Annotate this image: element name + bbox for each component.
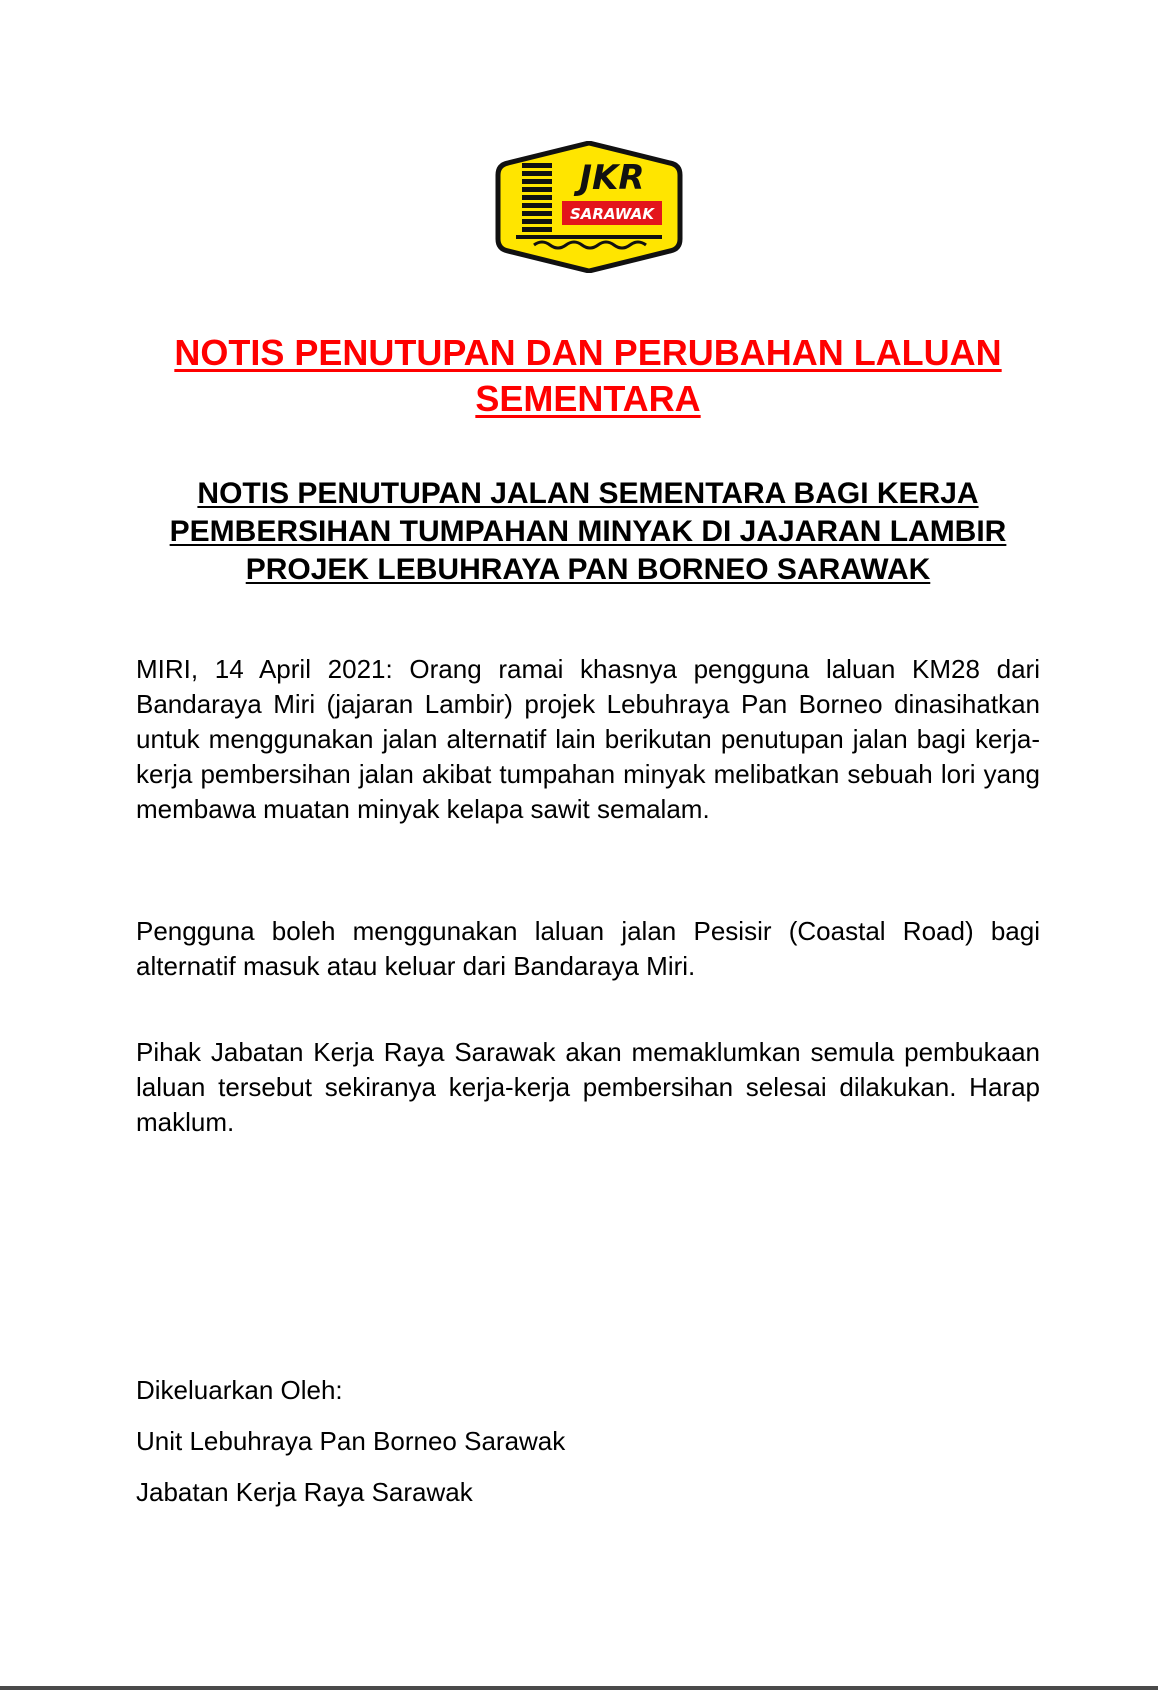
issued-by-label: Dikeluarkan Oleh:: [136, 1375, 343, 1405]
notice-subtitle: [60, 475, 1116, 589]
title-line-2: SEMENTARA: [475, 378, 701, 419]
body-paragraph-2: Pengguna boleh menggunakan laluan jalan Pesisir (Coastal Road) bagi alternatif masuk atau keluar dari Bandaraya Miri.: [136, 916, 1040, 981]
logo-text-jkr: JKR: [579, 158, 645, 198]
body-paragraph-1: MIRI, 14 April 2021: Orang ramai khasnya pengguna laluan KM28 dari Bandaraya Miri (jajaran Lambir) projek Lebuhraya Pan Borneo dinasihatkan untuk menggunakan jalan alternatif lain berikutan penutupan jalan bagi kerja-kerja pembersihan jalan akibat tumpahan minyak melibatkan sebuah lori yang membawa muatan minyak kelapa sawit semalam.: [136, 654, 1040, 824]
logo-base-bar: [516, 235, 662, 239]
bottom-edge-bar: [0, 1686, 1158, 1690]
jkr-logo-graphic: [494, 141, 684, 273]
jkr-sarawak-logo: [494, 141, 684, 273]
subtitle-line-1: NOTIS PENUTUPAN JALAN SEMENTARA BAGI KERJA: [197, 477, 979, 510]
issuing-department: Jabatan Kerja Raya Sarawak: [136, 1477, 473, 1507]
body-paragraph-3: Pihak Jabatan Kerja Raya Sarawak akan memaklumkan semula pembukaan laluan tersebut sekiranya kerja-kerja pembersihan selesai dilakukan. Harap maklum.: [136, 1037, 1040, 1137]
logo-text-sarawak: SARAWAK: [570, 205, 654, 223]
notice-main-title: [60, 330, 1116, 422]
subtitle-line-3: PROJEK LEBUHRAYA PAN BORNEO SARAWAK: [245, 553, 931, 586]
issuing-unit: Unit Lebuhraya Pan Borneo Sarawak: [136, 1426, 566, 1456]
logo-tower-stripes: [522, 163, 552, 232]
subtitle-line-2: PEMBERSIHAN TUMPAHAN MINYAK DI JAJARAN LAMBIR: [169, 515, 1007, 548]
title-line-1: NOTIS PENUTUPAN DAN PERUBAHAN LALUAN: [174, 332, 1002, 373]
